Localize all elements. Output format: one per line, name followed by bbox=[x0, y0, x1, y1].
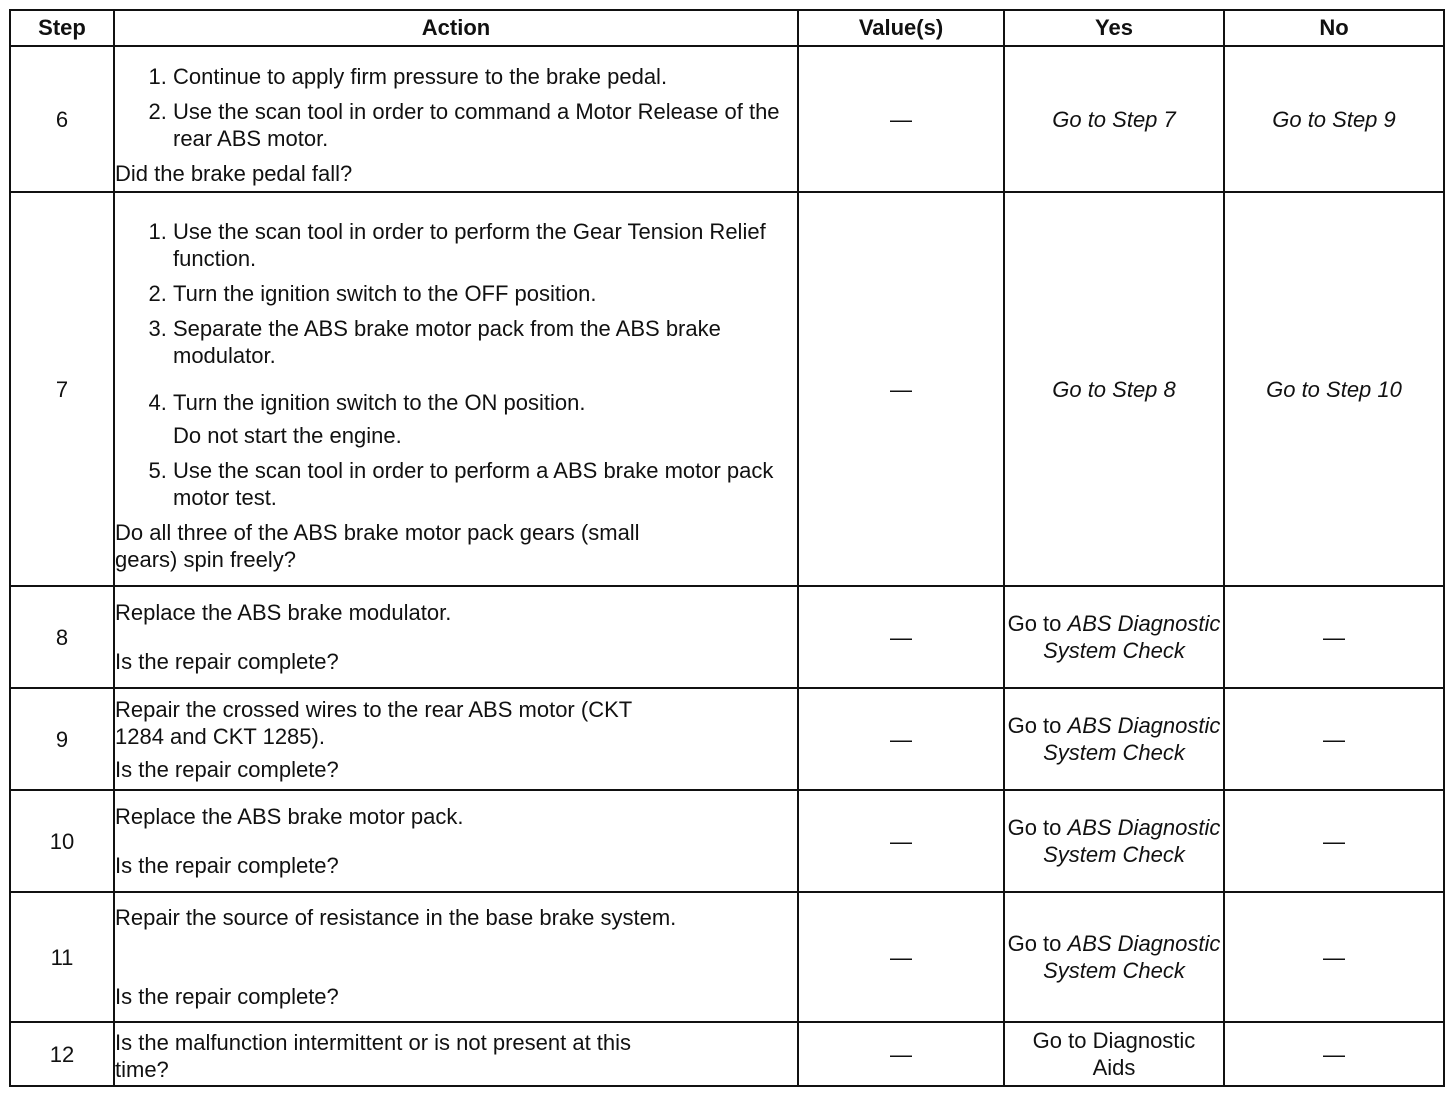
action-cell bbox=[114, 192, 798, 586]
action-text: Repair the crossed wires to the rear ABS motor (CKT 1284 and CKT 1285). bbox=[115, 696, 632, 749]
action-question: Do all three of the ABS brake motor pack gears (small gears) spin freely? bbox=[115, 519, 640, 572]
step-number: 8 bbox=[10, 586, 114, 688]
action-list bbox=[115, 218, 797, 511]
yes-link[interactable]: ABS Diagnostic System Check bbox=[1043, 931, 1221, 983]
no-cell: — bbox=[1224, 892, 1444, 1022]
table-row-step-12 bbox=[10, 1022, 1444, 1086]
step-number: 12 bbox=[10, 1022, 114, 1086]
action-item: 2. Use the scan tool in order to command a Motor Release of the rear ABS motor. bbox=[173, 98, 797, 152]
header-step: Step bbox=[10, 10, 114, 46]
yes-link[interactable]: Go to Step 8 bbox=[1052, 376, 1176, 402]
step-number: 9 bbox=[10, 688, 114, 790]
table-row-step-11 bbox=[10, 892, 1444, 1022]
action-question: Is the repair complete? bbox=[115, 756, 339, 782]
header-row bbox=[10, 10, 1444, 46]
value-cell: — bbox=[798, 1022, 1004, 1086]
table-row-step-10 bbox=[10, 790, 1444, 892]
yes-cell[interactable] bbox=[1004, 586, 1224, 688]
action-cell bbox=[114, 1022, 798, 1086]
no-cell: — bbox=[1224, 586, 1444, 688]
action-question: Is the malfunction intermittent or is not present at this time? bbox=[115, 1030, 632, 1082]
no-cell: — bbox=[1224, 790, 1444, 892]
action-question: Is the repair complete? bbox=[115, 649, 339, 674]
yes-cell[interactable] bbox=[1004, 892, 1224, 1022]
yes-link[interactable]: ABS Diagnostic System Check bbox=[1043, 611, 1221, 663]
value-cell: — bbox=[798, 892, 1004, 1022]
yes-prefix: Go to bbox=[1007, 931, 1062, 956]
table-row-step-9 bbox=[10, 688, 1444, 790]
yes-prefix: Go to bbox=[1007, 713, 1062, 738]
no-link[interactable]: Go to Step 9 bbox=[1272, 106, 1396, 132]
yes-cell[interactable] bbox=[1004, 688, 1224, 790]
yes-prefix: Go to bbox=[1007, 611, 1062, 636]
yes-cell[interactable] bbox=[1004, 790, 1224, 892]
action-cell bbox=[114, 790, 798, 892]
yes-link[interactable]: ABS Diagnostic System Check bbox=[1043, 815, 1221, 867]
action-item-text: 4. Turn the ignition switch to the ON position. bbox=[173, 389, 586, 415]
action-item: 2. Turn the ignition switch to the OFF position. bbox=[173, 280, 797, 307]
header-action: Action bbox=[114, 10, 798, 46]
table-row-step-8 bbox=[10, 586, 1444, 688]
action-question: Is the repair complete? bbox=[115, 984, 339, 1009]
action-cell bbox=[114, 892, 798, 1022]
action-item: 5. Use the scan tool in order to perform a ABS brake motor pack motor test. bbox=[173, 457, 797, 511]
table-row-step-6 bbox=[10, 46, 1444, 192]
value-cell: — bbox=[798, 688, 1004, 790]
yes-link[interactable]: ABS Diagnostic System Check bbox=[1043, 713, 1221, 765]
yes-cell bbox=[1004, 1022, 1224, 1086]
action-text: Repair the source of resistance in the base brake system. bbox=[115, 905, 677, 930]
action-item-note: Do not start the engine. bbox=[173, 422, 402, 448]
value-cell: — bbox=[798, 192, 1004, 586]
diagnostic-table bbox=[9, 9, 1445, 1087]
action-item: 1. Continue to apply firm pressure to the brake pedal. bbox=[173, 63, 797, 90]
value-cell: — bbox=[798, 46, 1004, 192]
step-number: 7 bbox=[10, 192, 114, 586]
yes-prefix: Go to bbox=[1007, 815, 1062, 840]
step-number: 11 bbox=[10, 892, 114, 1022]
action-text: Replace the ABS brake motor pack. bbox=[115, 804, 464, 829]
yes-cell bbox=[1004, 46, 1224, 192]
yes-link[interactable]: Go to Step 7 bbox=[1052, 106, 1176, 132]
header-no: No bbox=[1224, 10, 1444, 46]
value-cell: — bbox=[798, 586, 1004, 688]
action-cell bbox=[114, 46, 798, 192]
step-number: 10 bbox=[10, 790, 114, 892]
no-link[interactable]: Go to Step 10 bbox=[1266, 376, 1402, 402]
action-cell bbox=[114, 586, 798, 688]
yes-cell bbox=[1004, 192, 1224, 586]
action-item bbox=[173, 389, 797, 449]
action-question: Did the brake pedal fall? bbox=[115, 161, 353, 186]
action-item: 3. Separate the ABS brake motor pack from the ABS brake modulator. bbox=[173, 315, 797, 369]
header-values: Value(s) bbox=[798, 10, 1004, 46]
no-cell bbox=[1224, 46, 1444, 192]
action-list bbox=[115, 63, 797, 152]
no-cell: — bbox=[1224, 1022, 1444, 1086]
yes-link[interactable]: Go to Diagnostic Aids bbox=[1032, 1028, 1196, 1080]
no-cell bbox=[1224, 192, 1444, 586]
table-row-step-7 bbox=[10, 192, 1444, 586]
action-cell bbox=[114, 688, 798, 790]
step-number: 6 bbox=[10, 46, 114, 192]
header-yes: Yes bbox=[1004, 10, 1224, 46]
value-cell: — bbox=[798, 790, 1004, 892]
action-text: Replace the ABS brake modulator. bbox=[115, 600, 452, 625]
no-cell: — bbox=[1224, 688, 1444, 790]
action-question: Is the repair complete? bbox=[115, 853, 339, 878]
action-item: 1. Use the scan tool in order to perform the Gear Tension Relief function. bbox=[173, 218, 797, 272]
